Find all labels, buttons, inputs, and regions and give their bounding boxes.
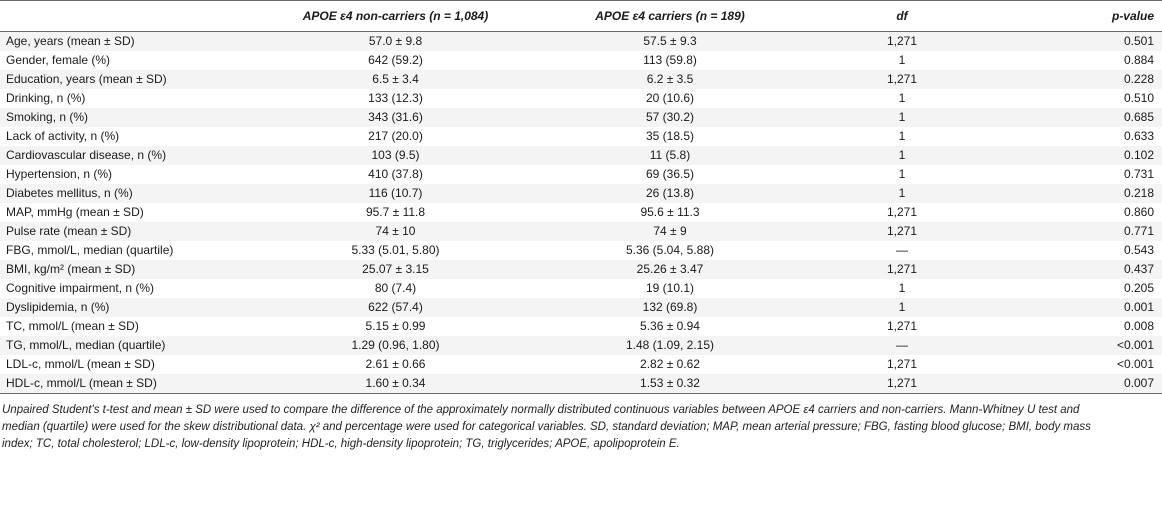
cell-carriers: 25.26 ± 3.47 [524,260,816,279]
table-row [0,165,1162,184]
cell-variable: Lack of activity, n (%) [6,129,120,143]
cell-p-value: 0.437 [988,260,1162,279]
cell-non-carriers: 410 (37.8) [368,167,423,181]
cell-df: 1,271 [816,70,988,89]
table-body [0,32,1162,394]
cell-variable: Gender, female (%) [6,53,111,67]
cell-p-value: 0.218 [988,184,1162,203]
table-row [0,317,1162,336]
cell-df: 1 [898,129,906,143]
cell-p-value: 0.510 [1123,91,1154,105]
cell-p-value: 0.685 [988,108,1162,127]
cell-carriers: 20 (10.6) [645,91,695,105]
cell-variable: MAP, mmHg (mean ± SD) [6,205,144,219]
table-row [0,203,1162,222]
cell-non-carriers: 1.29 (0.96, 1.80) [267,336,524,355]
cell-variable: Dyslipidemia, n (%) [0,298,267,317]
table-row [0,298,1162,317]
table-row [0,70,1162,89]
cell-carriers: 57 (30.2) [524,108,816,127]
cell-variable: Hypertension, n (%) [6,167,113,181]
cell-p-value: 0.731 [1123,167,1154,181]
cell-variable: Age, years (mean ± SD) [0,32,267,52]
cell-df: 1,271 [886,319,918,333]
table-row [0,336,1162,355]
cell-non-carriers: 622 (57.4) [267,298,524,317]
cell-p-value: 0.205 [1123,281,1154,295]
cell-variable: LDL-c, mmol/L (mean ± SD) [6,357,155,371]
cell-df: — [816,336,988,355]
cell-variable: Pulse rate (mean ± SD) [0,222,267,241]
header-p-value: p-value [988,1,1162,32]
cell-variable: BMI, kg/m² (mean ± SD) [0,260,267,279]
cell-non-carriers: 103 (9.5) [267,146,524,165]
cell-non-carriers: 5.15 ± 0.99 [365,319,426,333]
cell-df: 1 [898,53,906,67]
header-df: df [816,1,988,32]
table-row [0,279,1162,298]
table-header [0,1,1162,32]
table-row [0,374,1162,394]
table-row [0,108,1162,127]
cell-carriers: 113 (59.8) [643,53,697,67]
cell-df: 1 [816,184,988,203]
cell-df: — [896,243,908,257]
cell-carriers: 35 (18.5) [645,129,695,143]
table-row [0,260,1162,279]
header-row [0,1,1162,32]
table-row [0,222,1162,241]
cell-non-carriers: 80 (7.4) [374,281,417,295]
cell-carriers: 132 (69.8) [524,298,816,317]
cell-df: 1 [898,281,906,295]
table-row [0,127,1162,146]
cell-carriers: 11 (5.8) [524,146,816,165]
cell-df: 1 [816,298,988,317]
cell-variable: Drinking, n (%) [6,91,86,105]
table-row [0,89,1162,108]
table-footnote: Unpaired Student's t-test and mean ± SD were used to compare the difference of the approximately normally distributed continuous variables between APOE ε4 carriers and non-carriers. Mann-Whitney U test and median (quartile) were used for the skew distributional data. χ² and percentage were used for categorical variables. SD, standard deviation; MAP, mean arterial pressure; FBG, fasting blood glucose; BMI, body mass index; TC, total cholesterol; LDL-c, low-density lipoprotein; HDL-c, high-density lipoprotein; TG, triglycerides; APOE, apolipoprotein E. [2,404,1091,450]
cell-non-carriers: 116 (10.7) [267,184,524,203]
cell-non-carriers: 343 (31.6) [267,108,524,127]
cell-p-value: 0.008 [1123,319,1154,333]
cell-carriers: 2.82 ± 0.62 [640,357,700,371]
cell-carriers: 19 (10.1) [645,281,695,295]
cell-non-carriers: 217 (20.0) [368,129,423,143]
cell-carriers: 74 ± 9 [524,222,816,241]
cell-carriers: 6.2 ± 3.5 [524,70,816,89]
cell-p-value: <0.001 [1116,357,1154,371]
cell-variable: FBG, mmol/L, median (quartile) [6,243,174,257]
cell-df: 1,271 [816,374,988,394]
cell-p-value: 0.884 [1123,53,1154,67]
cell-non-carriers: 25.07 ± 3.15 [267,260,524,279]
cell-p-value: 0.543 [1123,243,1154,257]
cell-carriers: 5.36 ± 0.94 [640,319,700,333]
cell-p-value: <0.001 [988,336,1162,355]
cell-p-value: 0.860 [1123,205,1154,219]
header-variable [0,1,267,32]
cell-df: 1 [898,167,906,181]
table-row [0,184,1162,203]
cell-variable: Diabetes mellitus, n (%) [0,184,267,203]
cell-variable: TC, mmol/L (mean ± SD) [6,319,139,333]
cell-p-value: 0.501 [988,32,1162,52]
cell-variable: HDL-c, mmol/L (mean ± SD) [0,374,267,394]
cell-df: 1,271 [816,32,988,52]
table-row [0,51,1162,70]
header-non-carriers: APOE ε4 non-carriers (n = 1,084) [267,1,524,32]
table-row [0,241,1162,260]
cell-non-carriers: 57.0 ± 9.8 [267,32,524,52]
cell-carriers: 69 (36.5) [645,167,695,181]
cell-df: 1,271 [816,222,988,241]
cell-non-carriers: 6.5 ± 3.4 [267,70,524,89]
table-row [0,355,1162,374]
header-carriers: APOE ε4 carriers (n = 189) [524,1,816,32]
cell-non-carriers: 642 (59.2) [368,53,423,67]
cell-df: 1 [816,146,988,165]
cell-p-value: 0.633 [1123,129,1154,143]
cell-variable: Cardiovascular disease, n (%) [0,146,267,165]
cell-non-carriers: 74 ± 10 [267,222,524,241]
cell-p-value: 0.228 [988,70,1162,89]
cell-df: 1,271 [886,205,918,219]
cell-p-value: 0.771 [988,222,1162,241]
cell-non-carriers: 1.60 ± 0.34 [267,374,524,394]
cell-variable: Cognitive impairment, n (%) [6,281,155,295]
cell-variable: TG, mmol/L, median (quartile) [0,336,267,355]
cell-non-carriers: 133 (12.3) [368,91,423,105]
cell-carriers: 26 (13.8) [524,184,816,203]
cell-p-value: 0.001 [988,298,1162,317]
table-row [0,32,1162,52]
cell-df: 1 [898,91,906,105]
table-row [0,146,1162,165]
cell-carriers: 1.53 ± 0.32 [524,374,816,394]
cell-non-carriers: 5.33 (5.01, 5.80) [351,243,440,257]
cell-carriers: 1.48 (1.09, 2.15) [524,336,816,355]
cell-df: 1 [816,108,988,127]
cell-non-carriers: 95.7 ± 11.8 [365,205,426,219]
cell-non-carriers: 2.61 ± 0.66 [365,357,426,371]
cell-df: 1,271 [886,357,918,371]
cell-variable: Smoking, n (%) [0,108,267,127]
cell-carriers: 5.36 (5.04, 5.88) [625,243,715,257]
cell-variable: Education, years (mean ± SD) [0,70,267,89]
cell-df: 1,271 [816,260,988,279]
cell-p-value: 0.102 [988,146,1162,165]
cell-carriers: 95.6 ± 11.3 [640,205,700,219]
cell-carriers: 57.5 ± 9.3 [524,32,816,52]
cell-p-value: 0.007 [988,374,1162,394]
